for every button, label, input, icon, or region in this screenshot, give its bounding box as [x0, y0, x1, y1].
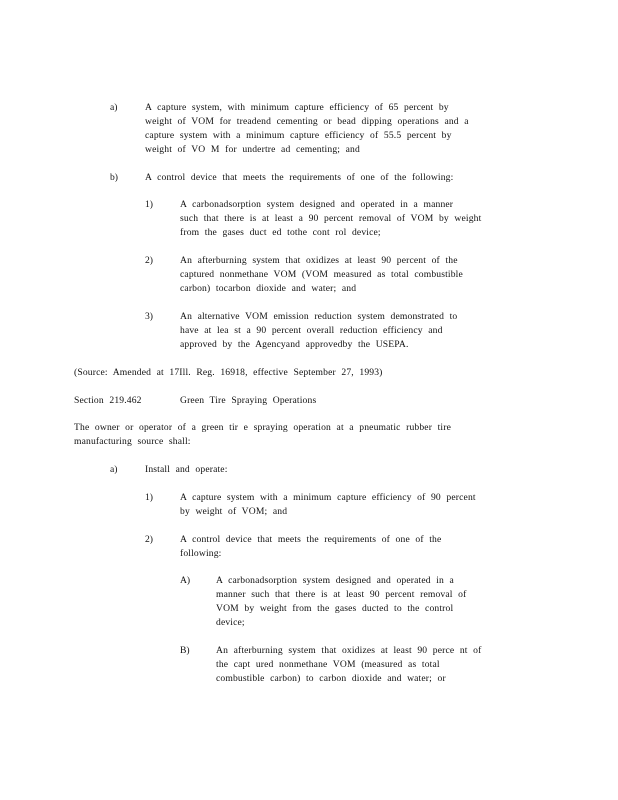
subitem-3-line: have at lea st a 90 percent overall reduction efficiency and: [180, 325, 443, 336]
section-number: Section 219.462: [74, 395, 142, 406]
subsub-B-line: the capt ured nonmethane VOM (measured as total: [216, 659, 440, 670]
item2-label-a: a): [110, 464, 118, 475]
subsub-B-line: An afterburning system that oxidizes at least 90 perce nt of: [216, 645, 482, 656]
subitem-2-line: carbon) tocarbon dioxide and water; and: [180, 283, 357, 294]
subitem-2-line: An afterburning system that oxidizes at least 90 percent of the: [180, 255, 458, 266]
subsub-A-line: manner such that there is at least 90 percent removal of: [216, 589, 467, 600]
item-a-line: capture system with a minimum capture efficiency of 55.5 percent by: [145, 130, 452, 141]
subsub-A-line: A carbonadsorption system designed and operated in a: [216, 575, 454, 586]
subitem-3-line: An alternative VOM emission reduction system demonstrated to: [180, 311, 458, 322]
subitem-1-line: such that there is at least a 90 percent removal of VOM by weight: [180, 213, 482, 224]
item2-sub-label-2: 2): [145, 534, 153, 545]
subsub-B-line: combustible carbon) to carbon dioxide and water; or: [216, 673, 446, 684]
item2-a-text: Install and operate:: [145, 464, 228, 475]
section-title: Green Tire Spraying Operations: [180, 395, 317, 406]
intro-line: manufacturing source shall:: [74, 436, 191, 447]
item2-sub-label-1: 1): [145, 492, 153, 503]
item-b-intro: A control device that meets the requirements of one of the following:: [145, 172, 454, 183]
item2-sub-2-line: A control device that meets the requirements of one of the: [180, 534, 442, 545]
item2-sub-1-line: by weight of VOM; and: [180, 506, 288, 517]
subsub-label-A: A): [180, 575, 191, 586]
subitem-2-line: captured nonmethane VOM (VOM measured as total combustible: [180, 269, 463, 280]
item2-sub-1-line: A capture system with a minimum capture efficiency of 90 percent: [180, 492, 476, 503]
subitem-label-2: 2): [145, 255, 153, 266]
subsub-A-line: device;: [216, 617, 245, 628]
item-a-line: weight of VOM for treadend cementing or bead dipping operations and a: [145, 116, 469, 127]
item-label-b: b): [110, 172, 118, 183]
intro-line: The owner or operator of a green tir e spraying operation at a pneumatic rubber tire: [74, 422, 451, 433]
subitem-3-line: approved by the Agencyand approvedby the USEPA.: [180, 339, 409, 350]
item2-sub-2-line: following:: [180, 548, 222, 559]
subitem-1-line: A carbonadsorption system designed and operated in a manner: [180, 199, 454, 210]
item-label-a: a): [110, 102, 118, 113]
subitem-label-1: 1): [145, 199, 153, 210]
item-a-line: weight of VO M for undertre ad cementing; and: [145, 144, 360, 155]
subitem-1-line: from the gases duct ed tothe cont rol device;: [180, 227, 381, 238]
source-note: (Source: Amended at 17Ill. Reg. 16918, effective September 27, 1993): [74, 367, 383, 378]
item-a-line: A capture system, with minimum capture efficiency of 65 percent by: [145, 102, 449, 113]
subsub-A-line: VOM by weight from the gases ducted to the control: [216, 603, 454, 614]
subsub-label-B: B): [180, 645, 190, 656]
subitem-label-3: 3): [145, 311, 153, 322]
